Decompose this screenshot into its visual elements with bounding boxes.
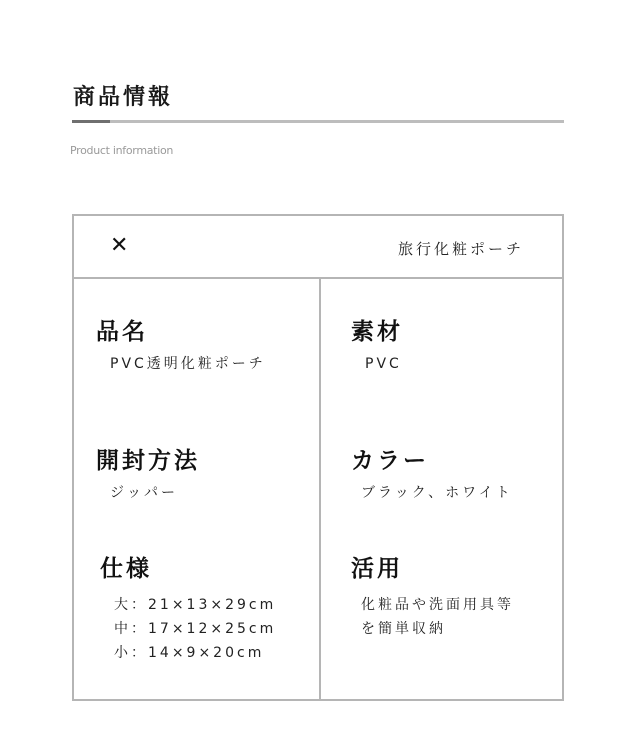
column-divider xyxy=(319,279,321,699)
spec-value xyxy=(351,593,514,641)
spec-label: カラー xyxy=(351,448,429,474)
spec-label: 活用 xyxy=(351,556,403,582)
spec-value: ジッパー xyxy=(110,485,178,501)
product-type-label: 旅行化粧ポーチ xyxy=(397,240,524,258)
spec-value: PVC透明化粧ポーチ xyxy=(110,356,266,372)
dimension-large: 大：21×13×29cm xyxy=(114,597,277,613)
dimension-medium: 中：17×12×25cm xyxy=(114,621,277,637)
spec-opening-method xyxy=(96,442,200,505)
spec-label: 品名 xyxy=(96,319,148,345)
close-icon: ✕ xyxy=(110,233,129,258)
header-divider-accent xyxy=(72,120,110,123)
usage-line-1: 化粧品や洗面用具等 xyxy=(361,597,514,613)
page-subtitle: Product information xyxy=(70,144,174,157)
spec-table xyxy=(72,214,564,701)
usage-line-2: を簡単収納 xyxy=(361,621,446,637)
spec-value xyxy=(100,593,276,665)
dimension-small: 小：14×9×20cm xyxy=(114,645,265,661)
spec-label: 素材 xyxy=(351,319,403,345)
header-divider xyxy=(72,120,564,123)
spec-product-name xyxy=(96,313,266,376)
spec-table-header xyxy=(74,216,562,279)
page-title: 商品情報 xyxy=(73,85,174,110)
spec-label: 開封方法 xyxy=(96,448,200,474)
spec-usage xyxy=(351,550,514,641)
spec-value: ブラック、ホワイト xyxy=(361,485,513,501)
spec-dimensions xyxy=(100,550,276,665)
spec-value: PVC xyxy=(365,356,402,372)
spec-material xyxy=(351,313,403,376)
spec-color xyxy=(351,442,513,505)
spec-label: 仕様 xyxy=(100,556,152,582)
